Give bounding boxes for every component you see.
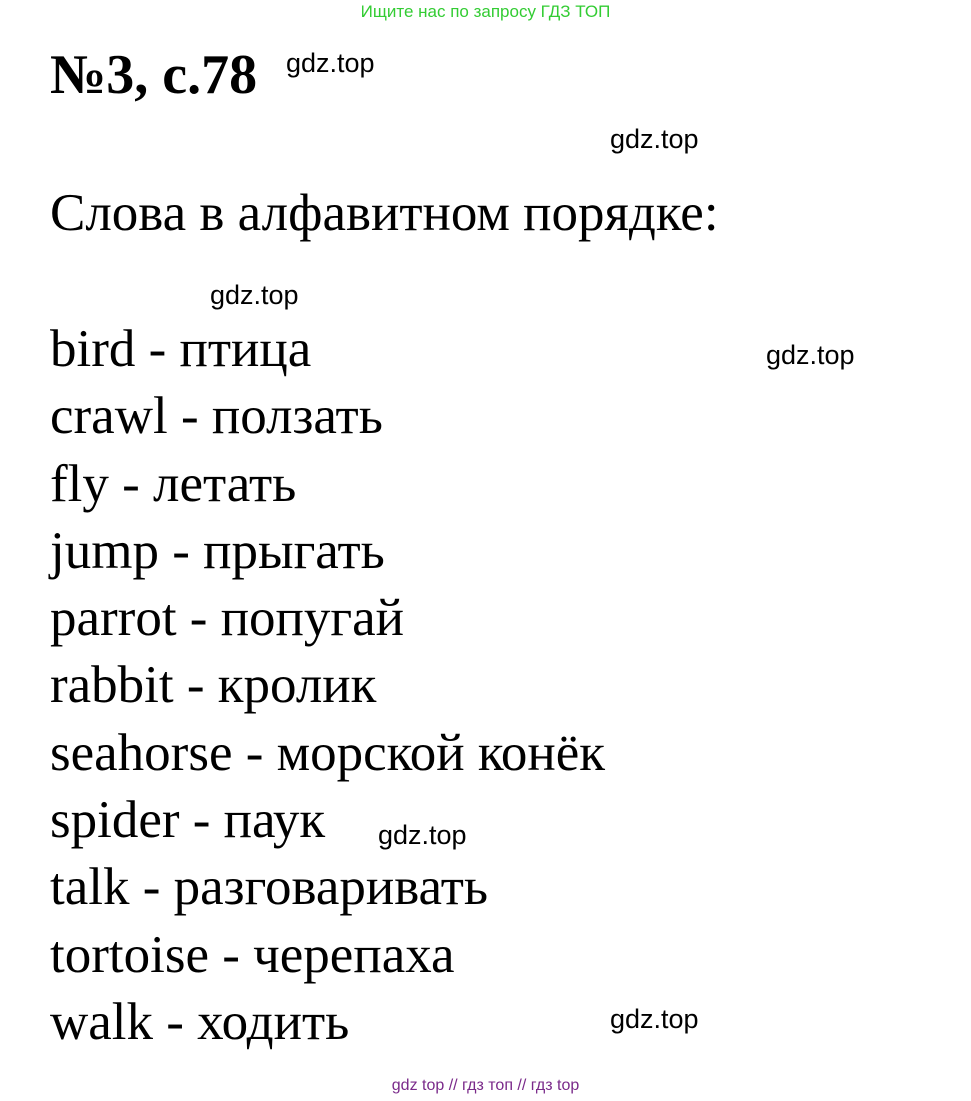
section-heading: Слова в алфавитном порядке: xyxy=(50,184,719,242)
list-item: crawl - ползать xyxy=(50,387,383,446)
watermark: gdz.top xyxy=(378,820,467,850)
watermark: gdz.top xyxy=(610,1004,699,1034)
watermark: gdz.top xyxy=(210,280,299,310)
list-item: tortoise - черепаха xyxy=(50,925,455,984)
list-item: bird - птица xyxy=(50,320,312,378)
word-list xyxy=(50,316,605,1056)
watermark: gdz.top xyxy=(286,48,375,78)
list-item: seahorse - морской конёк xyxy=(50,723,606,782)
footer-watermark: gdz top // гдз топ // гдз top xyxy=(391,1077,580,1094)
list-item: walk - ходить xyxy=(50,992,350,1051)
list-item: spider - паук xyxy=(50,791,326,850)
list-item: jump - прыгать xyxy=(50,521,385,580)
page-title: №3, с.78 xyxy=(50,44,258,106)
watermark: gdz.top xyxy=(766,340,855,370)
list-item: parrot - попугай xyxy=(50,589,405,648)
watermark: gdz.top xyxy=(610,124,699,154)
top-banner: Ищите нас по запросу ГДЗ ТОП xyxy=(360,2,611,21)
list-item: talk - разговаривать xyxy=(50,858,489,917)
list-item: rabbit - кролик xyxy=(50,656,377,715)
list-item: fly - летать xyxy=(50,454,297,513)
